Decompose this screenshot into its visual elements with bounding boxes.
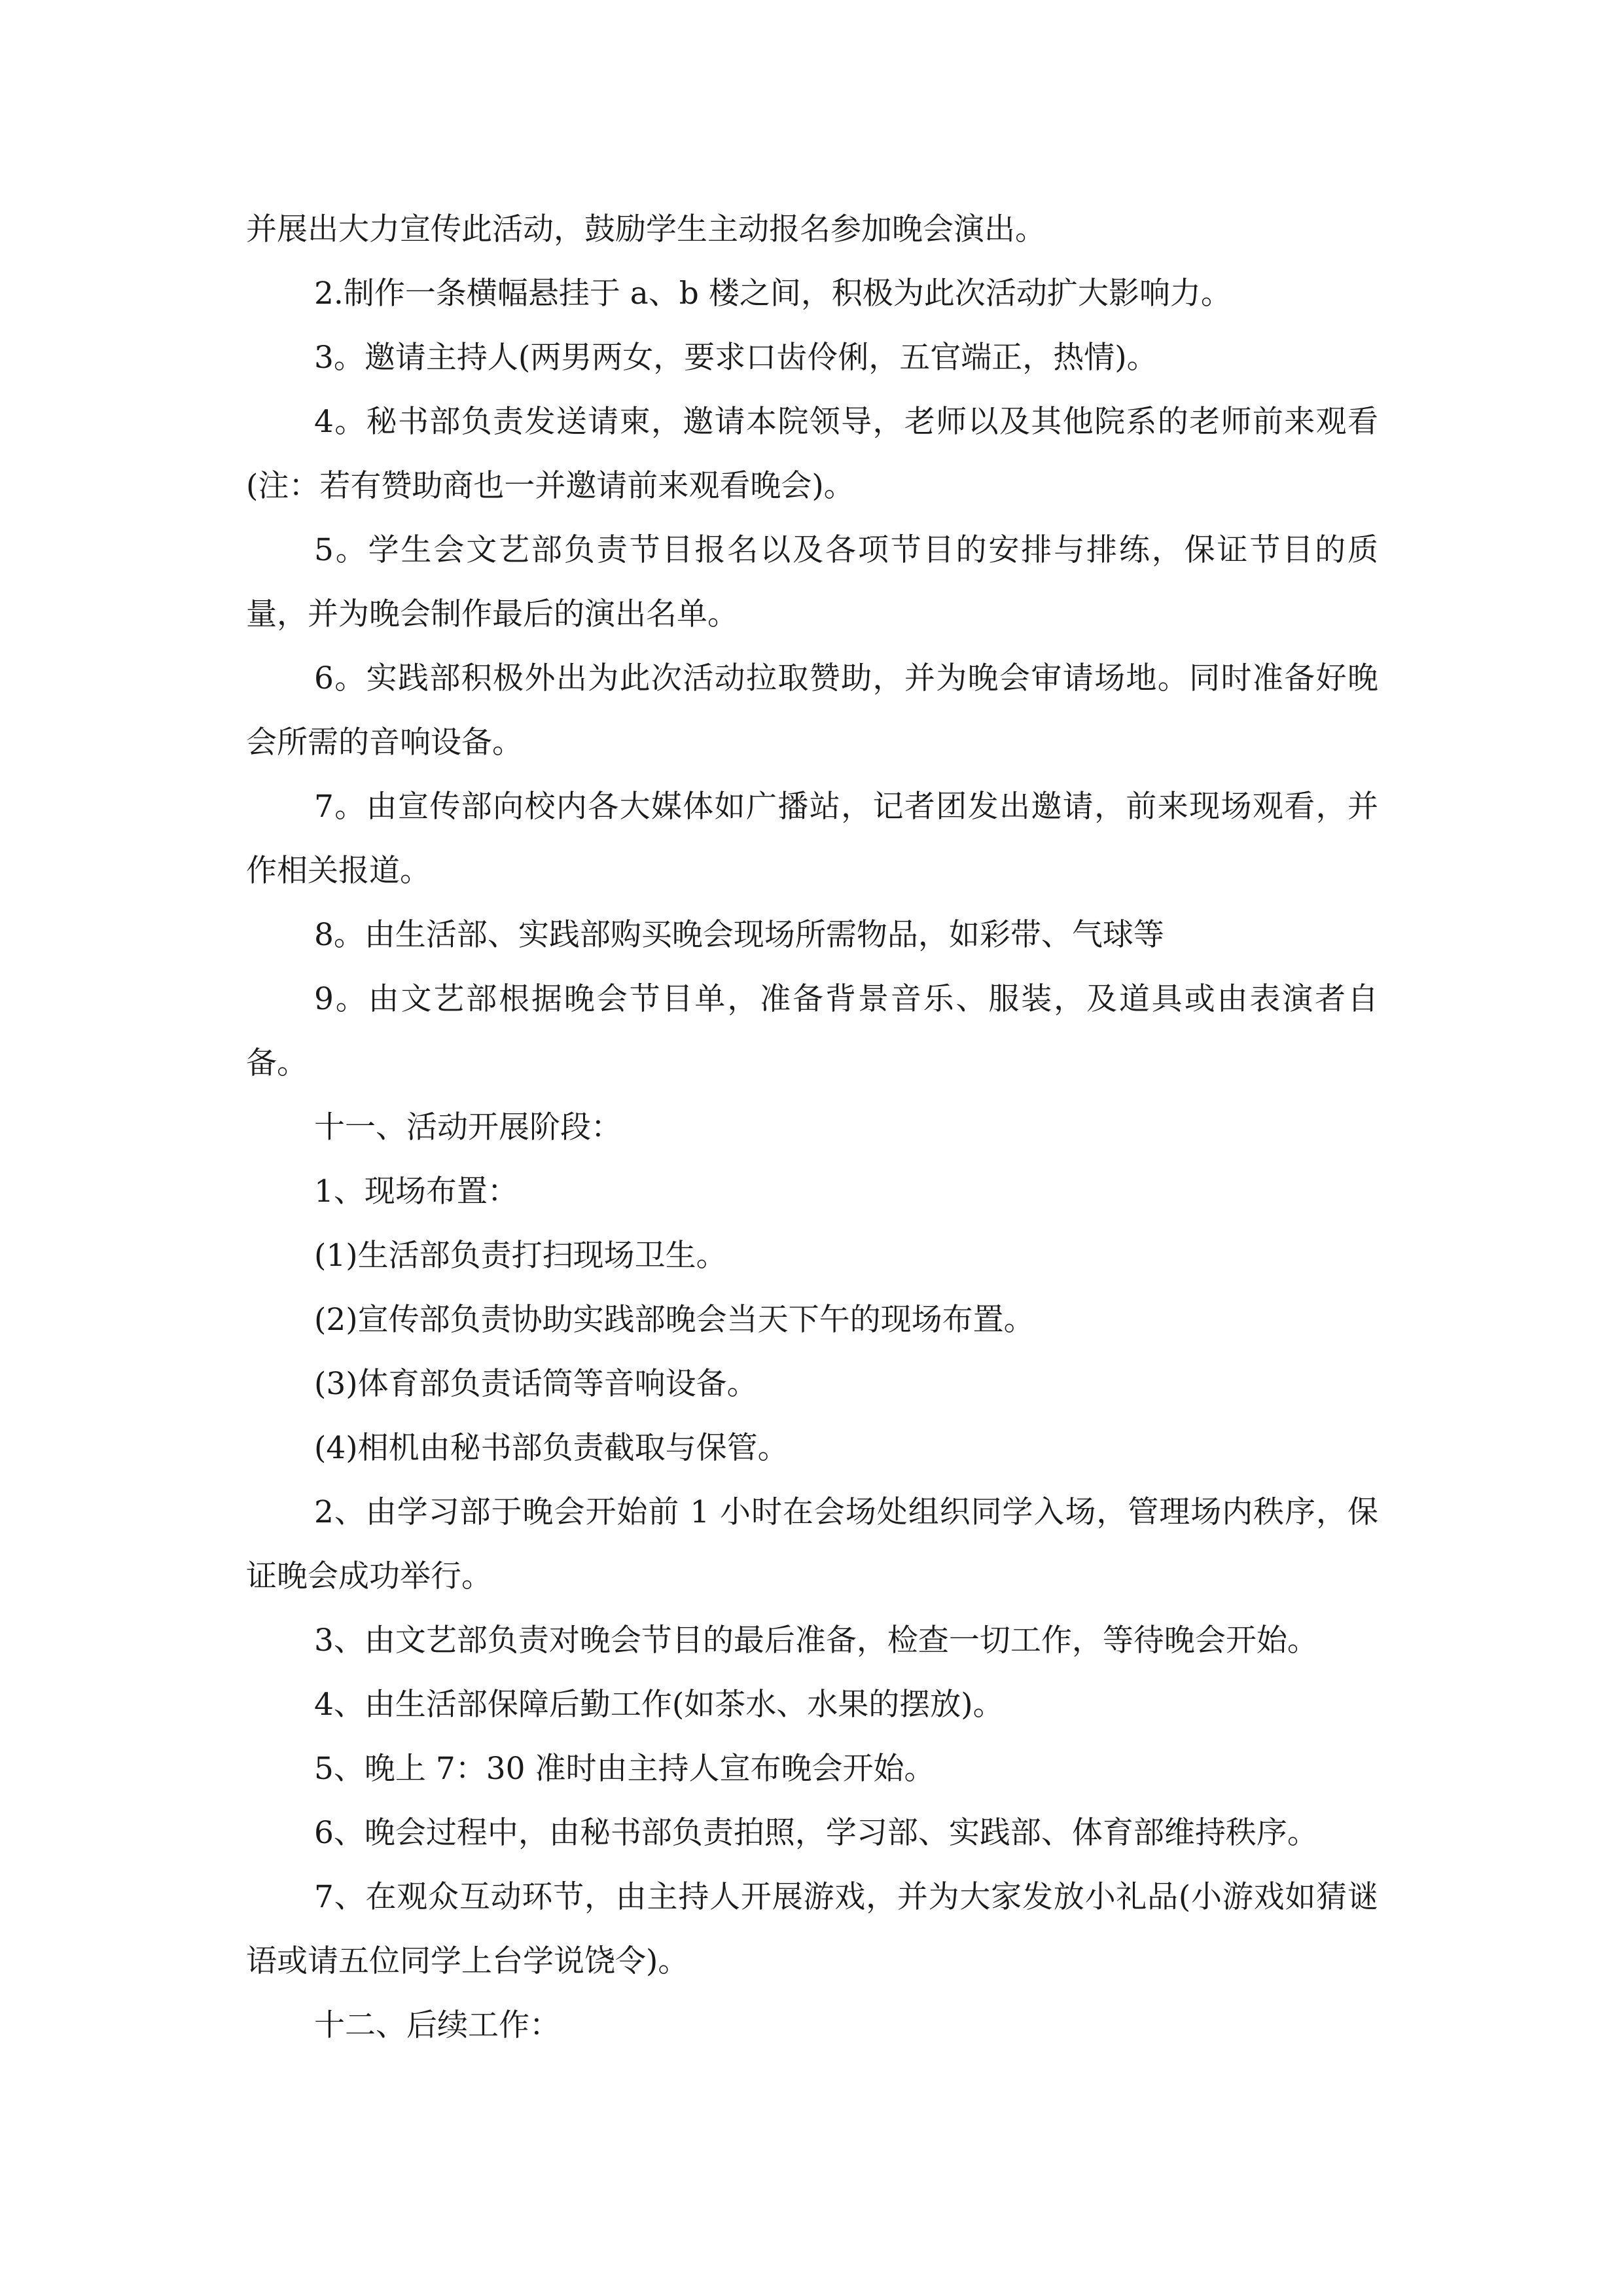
paragraph: 并展出大力宣传此活动，鼓励学生主动报名参加晚会演出。 [246,211,1046,247]
list-item: (3)体育部负责话筒等音响设备。 [314,1366,758,1402]
paragraph: 9。由文艺部根据晚会节目单，准备背景音乐、服装，及道具或由表演者自备。 [246,981,1378,1081]
paragraph: 2、由学习部于晚会开始前 1 小时在会场处组织同学入场，管理场内秩序，保证晚会成功举行。 [246,1494,1378,1594]
list-item: (4)相机由秘书部负责截取与保管。 [314,1430,789,1466]
paragraph: 1、现场布置： [314,1174,518,1210]
paragraph: 3、由文艺部负责对晚会节目的最后准备，检查一切工作，等待晚会开始。 [314,1623,1318,1659]
paragraph: 6、晚会过程中，由秘书部负责拍照，学习部、实践部、体育部维持秩序。 [314,1815,1318,1851]
list-item: (2)宣传部负责协助实践部晚会当天下午的现场布置。 [314,1302,1035,1338]
paragraph: 8。由生活部、实践部购买晚会现场所需物品，如彩带、气球等 [314,917,1164,953]
paragraph: 4、由生活部保障后勤工作(如茶水、水果的摆放)。 [314,1687,1004,1723]
paragraph: 5、晚上 7：30 准时由主持人宣布晚会开始。 [314,1751,935,1787]
paragraph: 3。邀请主持人(两男两女，要求口齿伶俐，五官端正，热情)。 [314,340,1158,376]
section-heading: 十一、活动开展阶段： [314,1109,622,1145]
paragraph: 6。实践部积极外出为此次活动拉取赞助，并为晚会审请场地。同时准备好晚会所需的音响设备。 [246,660,1378,761]
paragraph: 7。由宣传部向校内各大媒体如广播站，记者团发出邀请，前来现场观看，并作相关报道。 [246,789,1378,889]
paragraph: 7、在观众互动环节，由主持人开展游戏，并为大家发放小礼品(小游戏如猜谜语或请五位同学上台学说饶令)。 [246,1879,1378,1979]
list-item: (1)生活部负责打扫现场卫生。 [314,1238,727,1274]
section-heading: 十二、后续工作： [314,2007,560,2043]
document-body [246,198,1378,2058]
paragraph: 4。秘书部负责发送请柬，邀请本院领导，老师以及其他院系的老师前来观看(注：若有赞助商也一并邀请前来观看晚会)。 [246,404,1378,504]
paragraph: 2.制作一条横幅悬挂于 a、b 楼之间，积极为此次活动扩大影响力。 [314,276,1232,312]
paragraph: 5。学生会文艺部负责节目报名以及各项节目的安排与排练，保证节目的质量，并为晚会制作最后的演出名单。 [246,532,1378,632]
